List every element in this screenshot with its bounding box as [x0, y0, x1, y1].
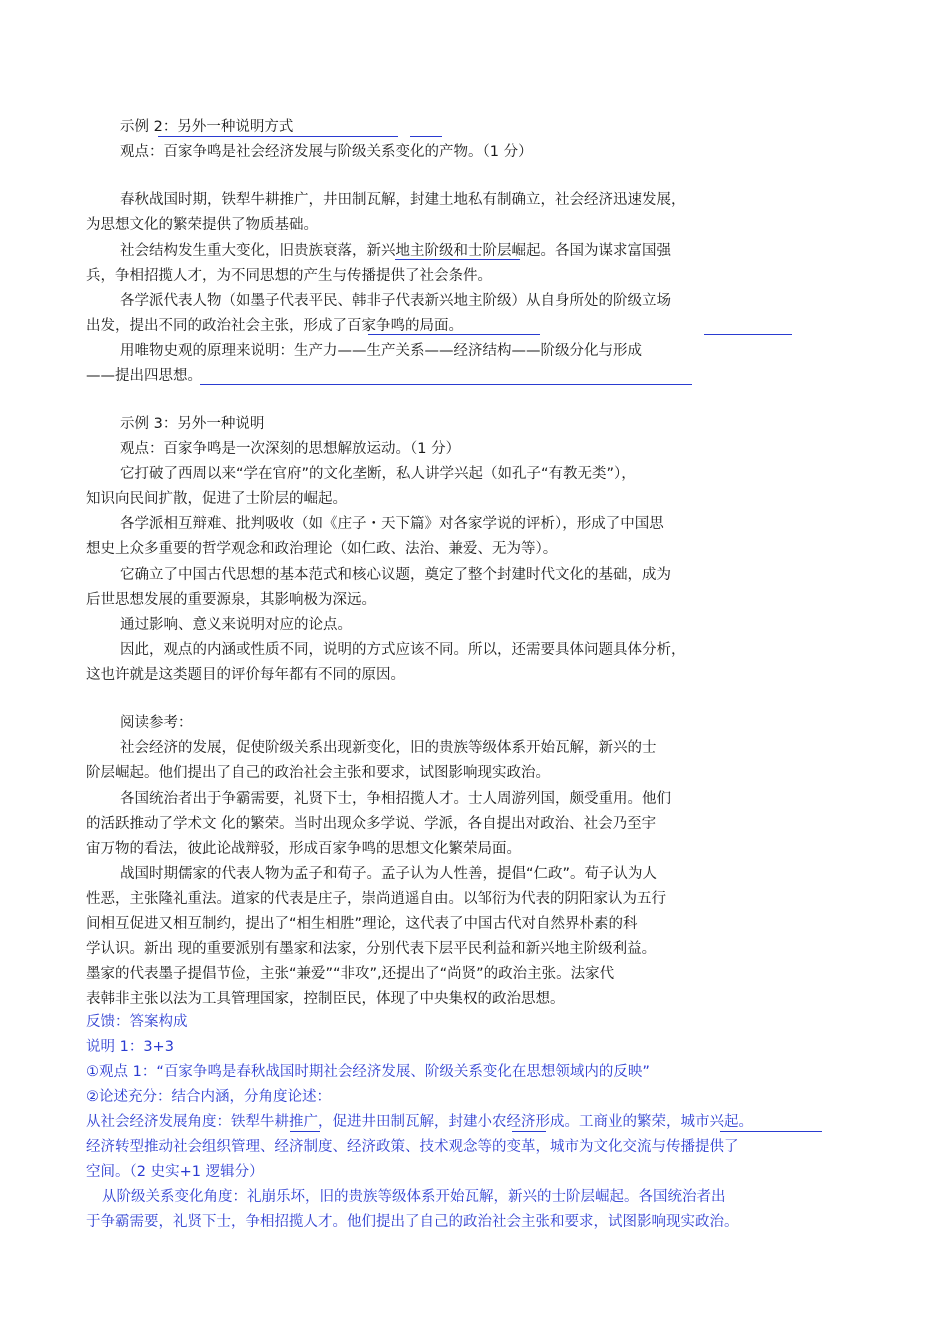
text-line: 兵，争相招揽人才，为不同思想的产生与传播提供了社会条件。 — [86, 268, 492, 284]
text-line: 学认识。新出 现的重要派别有墨家和法家，分别代表下层平民利益和新兴地主阶级利益。 — [86, 941, 657, 957]
text-line: 观点：百家争鸣是一次深刻的思想解放运动。（1 分） — [120, 441, 461, 457]
underline — [158, 136, 398, 137]
text-line: ①观点 1：“百家争鸣是春秋战国时期社会经济发展、阶级关系变化在思想领域内的反映” — [86, 1064, 650, 1080]
text-line: 间相互促进又相互制约，提出了“相生相胜”理论，这代表了中国古代对自然界朴素的科 — [86, 916, 638, 932]
text-line: 性恶，主张隆礼重法。道家的代表是庄子，崇尚逍遥自由。以邹衍为代表的阴阳家认为五行 — [86, 891, 666, 907]
underline — [200, 384, 692, 385]
text-line: 示例 3：另外一种说明 — [120, 416, 265, 432]
text-line: 空间。（2 史实+1 逻辑分） — [86, 1164, 264, 1180]
underline — [290, 1131, 320, 1132]
underline — [368, 334, 540, 335]
text-line: 它确立了中国古代思想的基本范式和核心议题，奠定了整个封建时代文化的基础，成为 — [120, 567, 671, 583]
text-line: 春秋战国时期，铁犁牛耕推广，井田制瓦解，封建土地私有制确立，社会经济迅速发展， — [120, 192, 686, 208]
text-line: 用唯物史观的原理来说明：生产力——生产关系——经济结构——阶级分化与形成 — [120, 343, 642, 359]
text-line: 通过影响、意义来说明对应的论点。 — [120, 617, 352, 633]
text-line: 为思想文化的繁荣提供了物质基础。 — [86, 217, 318, 233]
text-line: 于争霸需要，礼贤下士，争相招揽人才。他们提出了自己的政治社会主张和要求，试图影响现实政治。 — [86, 1214, 739, 1230]
text-line: 想史上众多重要的哲学观念和政治理论（如仁政、法治、兼爱、无为等）。 — [86, 541, 558, 557]
text-line: 说明 1：3+3 — [86, 1039, 174, 1055]
text-line: 各学派代表人物（如墨子代表平民、韩非子代表新兴地主阶级）从自身所处的阶级立场 — [120, 293, 671, 309]
text-line: ——提出四思想。 — [86, 368, 202, 384]
text-line: 墨家的代表墨子提倡节俭，主张“兼爱”“非攻”,还提出了“尚贤”的政治主张。法家代 — [86, 966, 615, 982]
text-line: ②论述充分：结合内涵，分角度论述： — [86, 1089, 331, 1105]
underline — [512, 1131, 546, 1132]
feedback-heading: 反馈：答案构成 — [86, 1014, 188, 1030]
text-line: 社会结构发生重大变化，旧贵族衰落，新兴地主阶级和士阶层崛起。各国为谋求富国强 — [120, 243, 671, 259]
text-line: 的活跃推动了学术文 化的繁荣。当时出现众多学说、学派，各自提出对政治、社会乃至宇 — [86, 816, 657, 832]
text-line: 观点：百家争鸣是社会经济发展与阶级关系变化的产物。（1 分） — [120, 144, 533, 160]
text-line: 出发，提出不同的政治社会主张，形成了百家争鸣的局面。 — [86, 318, 463, 334]
text-line: 表韩非主张以法为工具管理国家，控制臣民，体现了中央集权的政治思想。 — [86, 991, 565, 1007]
text-line: 阅读参考： — [120, 715, 193, 731]
text-line: 因此，观点的内涵或性质不同，说明的方式应该不同。所以，还需要具体问题具体分析， — [120, 642, 686, 658]
text-line: 知识向民间扩散，促进了士阶层的崛起。 — [86, 491, 347, 507]
text-line: 各国统治者出于争霸需要，礼贤下士，争相招揽人才。士人周游列国，颇受重用。他们 — [120, 791, 671, 807]
underline — [410, 136, 442, 137]
underline — [704, 334, 792, 335]
text-line: 从阶级关系变化角度：礼崩乐坏，旧的贵族等级体系开始瓦解，新兴的士阶层崛起。各国统治者出 — [102, 1189, 726, 1205]
text-line: 它打破了西周以来“学在官府”的文化垄断，私人讲学兴起（如孔子“有教无类”）， — [120, 466, 636, 482]
text-line: 阶层崛起。他们提出了自己的政治社会主张和要求，试图影响现实政治。 — [86, 765, 550, 781]
text-line: 从社会经济发展角度：铁犁牛耕推广，促进井田制瓦解，封建小农经济形成。工商业的繁荣，城市兴起。 — [86, 1114, 753, 1130]
text-line: 后世思想发展的重要源泉，其影响极为深远。 — [86, 592, 376, 608]
underline — [720, 1131, 822, 1132]
text-line: 示例 2：另外一种说明方式 — [120, 119, 294, 135]
text-line: 这也许就是这类题目的评价每年都有不同的原因。 — [86, 667, 405, 683]
text-line: 宙万物的看法，彼此论战辩驳，形成百家争鸣的思想文化繁荣局面。 — [86, 841, 521, 857]
text-line: 社会经济的发展，促使阶级关系出现新变化，旧的贵族等级体系开始瓦解，新兴的士 — [120, 740, 657, 756]
text-line: 战国时期儒家的代表人物为孟子和荀子。孟子认为人性善，提倡“仁政”。荀子认为人 — [120, 866, 658, 882]
text-line: 各学派相互辩难、批判吸收（如《庄子・天下篇》对各家学说的评析），形成了中国思 — [120, 516, 664, 532]
text-line: 经济转型推动社会组织管理、经济制度、经济政策、技术观念等的变革，城市为文化交流与传播提供了 — [86, 1139, 739, 1155]
underline — [395, 259, 520, 260]
